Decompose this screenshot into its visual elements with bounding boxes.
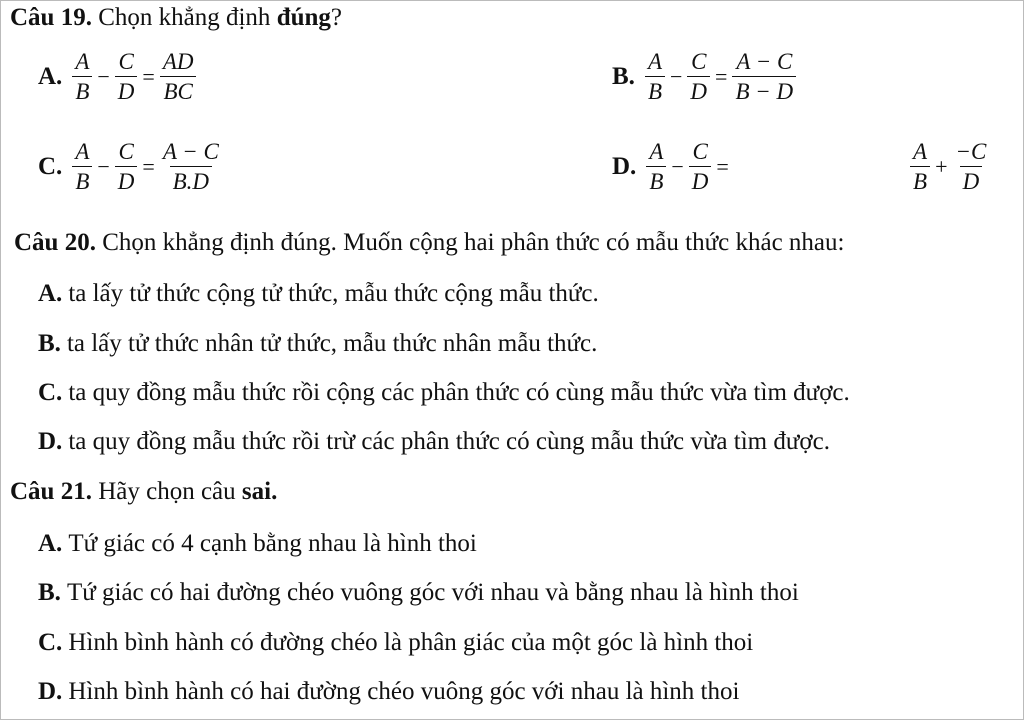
fraction: $\frac{A - C}{B - D}$ (732, 50, 796, 104)
q20-label: Câu 20. (14, 229, 96, 256)
q19-option-b[interactable] (612, 50, 798, 104)
option-label: B. (612, 63, 635, 90)
fraction: $\frac{A}{B}$ (645, 50, 665, 104)
q21-title (10, 477, 277, 507)
fraction: $\frac{A}{B}$ (910, 140, 930, 194)
q19-end: ? (330, 4, 343, 31)
q20-option-c[interactable]: C. ta quy đồng mẫu thức rồi cộng các phân thức có cùng mẫu thức vừa tìm được. (38, 379, 850, 406)
q20-title (14, 228, 844, 258)
fraction: $\frac{A - C}{B.D}$ (162, 139, 219, 194)
fraction: $\frac{C}{D}$ (687, 50, 710, 104)
q20-text: Chọn khẳng định đúng. Muốn cộng hai phân thức có mẫu thức khác nhau: (95, 229, 845, 256)
option-label: C. (38, 153, 63, 180)
operator: − (97, 64, 110, 89)
fraction: $\frac{C}{D}$ (115, 50, 138, 104)
q20-option-d[interactable]: D. ta quy đồng mẫu thức rồi trừ các phân thức có cùng mẫu thức vừa tìm được. (38, 428, 830, 455)
q21-option-d[interactable]: D. Hình bình hành có hai đường chéo vuông góc với nhau là hình thoi (38, 678, 740, 705)
fraction: $\frac{C}{D}$ (115, 140, 138, 194)
fraction: $\frac{C}{D}$ (689, 140, 712, 194)
q19-option-d-result (908, 140, 991, 194)
equals: = (142, 64, 155, 89)
operator: − (670, 64, 683, 89)
q19-option-d[interactable] (612, 140, 732, 194)
q19-option-a[interactable] (38, 50, 199, 104)
q19-bold-word: đúng (276, 4, 331, 31)
operator: + (935, 154, 948, 179)
equals: = (716, 154, 729, 179)
equals: = (142, 154, 155, 179)
q19-text: Chọn khẳng định (91, 4, 277, 31)
q21-text: Hãy chọn câu (91, 478, 242, 505)
option-label: D. (612, 153, 637, 180)
q19-option-c[interactable] (38, 140, 224, 194)
q21-option-c[interactable]: C. Hình bình hành có đường chéo là phân giác của một góc là hình thoi (38, 629, 754, 656)
operator: − (97, 154, 110, 179)
fraction: $\frac{AD}{BC}$ (160, 50, 197, 104)
q21-option-b[interactable]: B. Tứ giác có hai đường chéo vuông góc với nhau và bằng nhau là hình thoi (38, 579, 799, 606)
q19-label: Câu 19. (10, 4, 92, 31)
fraction: $\frac{A}{B}$ (72, 140, 92, 194)
q21-bold-word: sai. (241, 478, 278, 505)
q19-title (10, 3, 342, 33)
q20-option-b[interactable]: B. ta lấy tử thức nhân tử thức, mẫu thức nhân mẫu thức. (38, 330, 598, 357)
operator: − (671, 154, 684, 179)
equals: = (715, 64, 728, 89)
option-label: A. (38, 63, 63, 90)
fraction: $\frac{A}{B}$ (646, 140, 666, 194)
q21-option-a[interactable]: A. Tứ giác có 4 cạnh bằng nhau là hình thoi (38, 530, 477, 557)
q20-option-a[interactable]: A. ta lấy tử thức cộng tử thức, mẫu thức cộng mẫu thức. (38, 280, 599, 307)
fraction: $\frac{-C}{D}$ (955, 139, 987, 194)
q21-label: Câu 21. (10, 478, 92, 505)
fraction: $\frac{A}{B}$ (72, 50, 92, 104)
